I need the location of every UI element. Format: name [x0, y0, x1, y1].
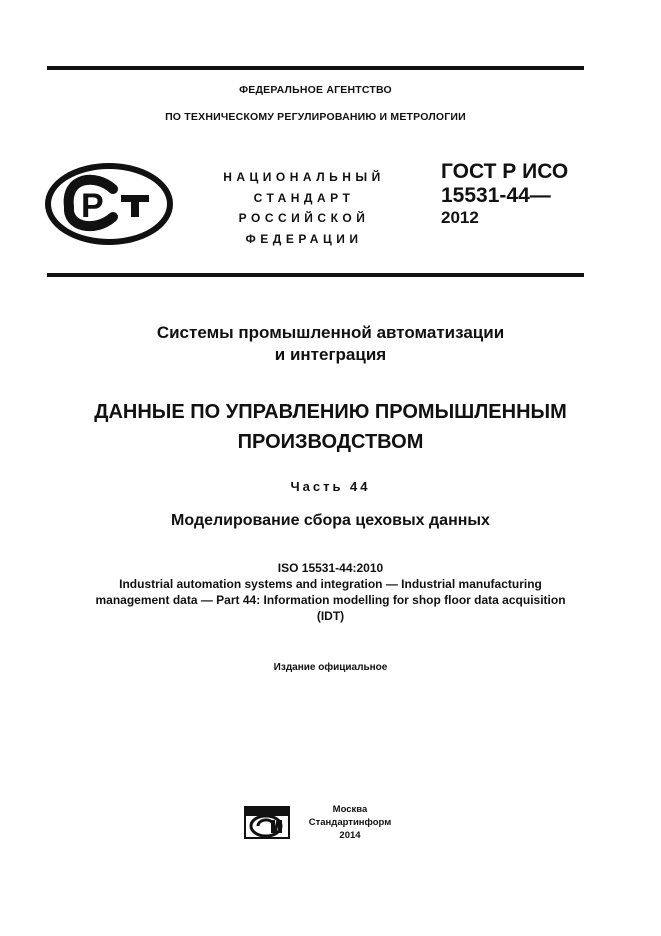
designation-line-1: ГОСТ Р ИСО	[441, 160, 569, 183]
subtitle-line-1: Системы промышленной автоматизации	[156, 323, 505, 342]
publisher-city: Москва	[332, 804, 368, 815]
agency-line-2: ПО ТЕХНИЧЕСКОМУ РЕГУЛИРОВАНИЮ И МЕТРОЛОГИИ	[165, 111, 466, 123]
standard-designation	[441, 160, 568, 228]
standartinform-logo-icon	[244, 806, 290, 839]
national-standard-line-1: НАЦИОНАЛЬНЫЙ	[223, 170, 385, 184]
designation-line-2: 15531-44—	[441, 184, 551, 207]
publisher-year: 2014	[339, 830, 361, 841]
national-standard-block	[206, 167, 402, 249]
top-rule	[47, 66, 584, 70]
national-standard-line-3: РОССИЙСКОЙ	[238, 211, 370, 225]
national-standard-line-2: СТАНДАРТ	[253, 190, 355, 205]
svg-text:Р: Р	[81, 187, 104, 225]
national-standard-line-4: ФЕДЕРАЦИИ	[245, 231, 363, 246]
designation-line-3: 2012	[441, 208, 479, 227]
publisher-block	[300, 803, 400, 842]
iso-reference	[30, 560, 631, 624]
title-line-1: ДАННЫЕ ПО УПРАВЛЕНИЮ ПРОМЫШЛЕННЫМ	[94, 401, 567, 423]
part-title: Моделирование сбора цеховых данных	[171, 512, 490, 529]
rst-gost-logo-icon	[45, 163, 173, 245]
title-line-2: ПРОИЗВОДСТВОМ	[237, 431, 424, 453]
agency-line-1: ФЕДЕРАЛЬНОЕ АГЕНТСТВО	[239, 84, 392, 96]
edition-note: Издание официальное	[273, 662, 388, 673]
iso-line-1: ISO 15531-44:2010	[277, 561, 384, 575]
publisher-name: Стандартинформ	[308, 817, 392, 828]
middle-rule	[47, 273, 584, 277]
document-subtitle	[30, 322, 631, 366]
iso-line-3: management data — Part 44: Information modelling for shop floor data acquisition	[95, 593, 566, 607]
document-title	[30, 397, 631, 457]
part-label: Часть 44	[290, 479, 371, 494]
iso-line-4: (IDT)	[316, 609, 345, 623]
iso-line-2: Industrial automation systems and integration — Industrial manufacturing	[119, 577, 542, 591]
subtitle-line-2: и интеграция	[274, 345, 387, 364]
